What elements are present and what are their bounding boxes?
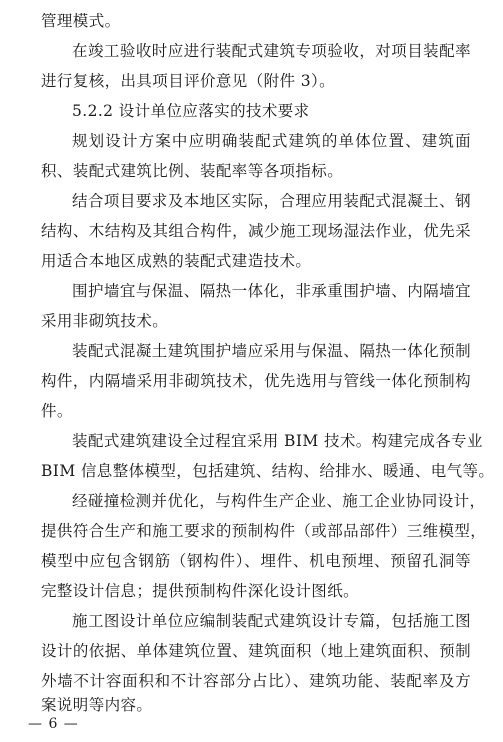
text-line-7: 结合项目要求及本地区实际，合理应用装配式混凝土、钢: [72, 192, 471, 210]
text-line-23: 外墙不计容面积和不计容部分占比）、建筑功能、装配率及方: [41, 672, 471, 690]
text-line-3: 进行复核，出具项目评价意见（附件 3）。: [41, 72, 336, 90]
text-line-2: 在竣工验收时应进行装配式建筑专项验收，对项目装配率: [72, 42, 471, 60]
text-line-16: BIM 信息整体模型，包括建筑、结构、给排水、暖通、电气等。: [41, 462, 495, 480]
text-line-19: 模型中应包含钢筋（钢构件）、埋件、机电预埋、预留孔洞等: [41, 552, 471, 570]
text-line-21: 施工图设计单位应编制装配式建筑设计专篇，包括施工图: [72, 612, 471, 630]
text-line-9: 用适合本地区成熟的装配式建造技术。: [41, 252, 312, 270]
text-line-5: 规划设计方案中应明确装配式建筑的单体位置、建筑面: [72, 132, 471, 150]
text-line-24: 案说明等内容。: [41, 696, 153, 714]
text-line-14: 件。: [41, 402, 73, 420]
page-number: — 6 —: [28, 716, 79, 732]
text-line-10: 围护墙宜与保温、隔热一体化，非承重围护墙、内隔墙宜: [72, 282, 471, 300]
text-line-6: 积、装配式建筑比例、装配率等各项指标。: [41, 162, 344, 180]
text-line-13: 构件，内隔墙采用非砌筑技术，优先选用与管线一体化预制构: [41, 372, 471, 390]
text-line-22: 设计的依据、单体建筑位置、建筑面积（地上建筑面积、预制: [41, 642, 471, 660]
text-line-11: 采用非砌筑技术。: [41, 312, 169, 330]
text-line-18: 提供符合生产和施工要求的预制构件（或部品部件）三维模型，: [41, 522, 487, 540]
section-heading-5-2-2: 5.2.2 设计单位应落实的技术要求: [72, 102, 310, 120]
text-line-12: 装配式混凝土建筑围护墙应采用与保温、隔热一体化预制: [72, 342, 471, 360]
text-line-15: 装配式建筑建设全过程宜采用 BIM 技术。构建完成各专业: [72, 432, 483, 450]
text-line-20: 完整设计信息；提供预制构件深化设计图纸。: [41, 582, 360, 600]
text-line-8: 结构、木结构及其组合构件，减少施工现场湿法作业，优先采: [41, 222, 471, 240]
text-line-1: 管理模式。: [41, 12, 121, 30]
text-line-17: 经碰撞检测并优化，与构件生产企业、施工企业协同设计，: [72, 492, 486, 510]
